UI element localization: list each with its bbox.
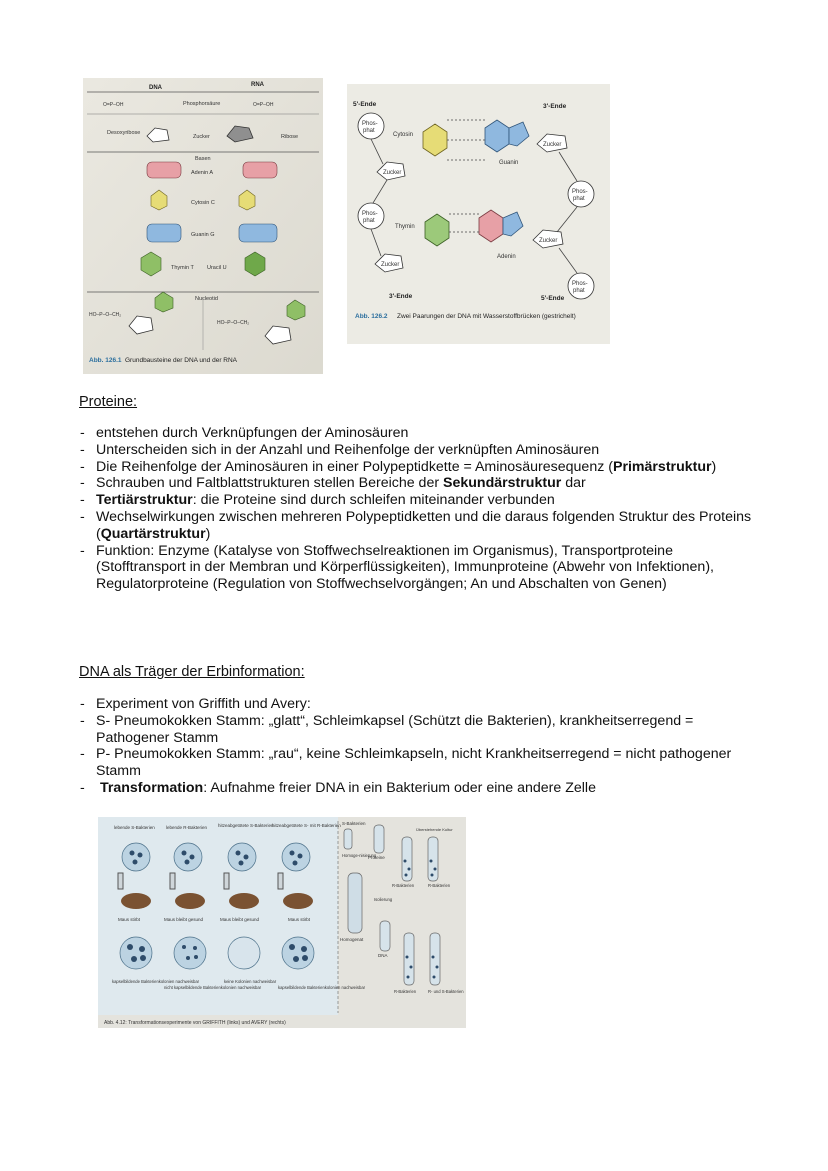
figure-dna-rna-building-blocks [83, 78, 323, 374]
adenin-label: Adenin [497, 254, 516, 260]
tertiary-structure-term: Tertiärstruktur [96, 492, 193, 509]
result3-label: keine Kolonien nachweisbar [224, 979, 277, 984]
guanine-rna-shape [239, 224, 277, 242]
avery-protein-label: Proteine [368, 855, 385, 860]
proteins-item-4-end: dar [561, 475, 586, 492]
avery-isolation-label: Isolierung [374, 897, 393, 902]
cytosin-label: Cytosin [393, 132, 414, 138]
nucleotide-dna-phosphate: HO–P–O–CH₂ [89, 312, 122, 318]
zucker-top-left: Zucker [383, 170, 402, 176]
avery-s-bacteria-label: S-Bakterien [342, 821, 366, 826]
figure2-caption-text: Zwei Paarungen der DNA mit Wasserstoffbrücken (gestrichelt) [397, 313, 576, 320]
mouse-2 [175, 893, 205, 909]
proteins-item-3-end: ) [711, 458, 717, 475]
avery-homogenization-label: Homoge-nisierung [342, 853, 377, 858]
phosphate-mid-right-label2: phat [573, 196, 585, 202]
proteins-item-2 [79, 442, 759, 459]
thymin-label: Thymin [395, 224, 415, 230]
figure-griffith-avery [98, 817, 466, 1028]
avery-tube-homogenate [348, 873, 362, 933]
proteins-item-3-text: Die Reihenfolge der Aminosäuren in einer Polypeptidkette = Aminosäuresequenz ( [96, 458, 613, 475]
result2-label: nicht kapselbildende Bakterienkolonien nachweisbar [164, 985, 262, 990]
three-end-bottom: 3'-Ende [389, 293, 413, 300]
griffith-dish-2 [174, 843, 202, 871]
dna-item-3 [79, 746, 759, 780]
griffith-dish-4 [282, 843, 310, 871]
dna-item-3-text: P- Pneumokokken Stamm: „rau“, keine Schleimkapseln, nicht Krankheitserregend = nicht pathogener Stamm [96, 746, 732, 780]
col-dna-label: DNA [149, 85, 162, 91]
dna-list [79, 696, 759, 797]
thymine-label: Thymin T [171, 265, 194, 271]
proteins-item-2-text: Unterscheiden sich in der Anzahl und Reihenfolge der verknüpften Aminosäuren [96, 441, 600, 458]
five-end-bottom: 5'-Ende [541, 295, 565, 302]
avery-rs-bacteria-label: R- und S-Bakterien [428, 989, 464, 994]
proteins-item-1-text: entstehen durch Verknüpfungen der Aminosäuren [96, 425, 409, 441]
sugar-right-label: Ribose [281, 134, 299, 140]
griffith-col3-label: hitzeabgetötete S-Bakterien [218, 823, 274, 828]
griffith-col4-label: hitzeabgetötete S- mit R-Bakterien [272, 823, 341, 828]
result4-label: kapselbildende Bakterienkolonien nachweisbar [278, 985, 366, 990]
avery-tube-s [344, 829, 352, 849]
mouse-3 [229, 893, 259, 909]
avery-r-bacteria-label-2: R-Bakterien [428, 883, 451, 888]
dna-item-1-text: Experiment von Griffith und Avery: [96, 696, 311, 712]
secondary-structure-term: Sekundärstruktur [443, 475, 562, 492]
phosphate-bottom-right-label1: Phos- [572, 281, 588, 287]
dna-item-4 [79, 780, 759, 797]
guanin-label: Guanin [499, 160, 519, 166]
proteins-item-7 [79, 543, 759, 593]
adenine-rna-shape [243, 162, 277, 178]
proteins-item-6 [79, 509, 759, 543]
adenine-label: Adenin A [191, 170, 214, 176]
result-dish-3 [228, 937, 260, 969]
zucker-top-right: Zucker [543, 142, 562, 148]
phosphate-mid-right-label1: Phos- [572, 189, 588, 195]
proteins-item-4-text: Schrauben und Faltblattstrukturen stellen Bereiche der [96, 475, 444, 492]
phosphate-formula-dna: O=P–OH [103, 102, 124, 108]
quaternary-structure-term: Quartärstruktur [100, 525, 206, 542]
figure1-caption-text: Grundbausteine der DNA und der RNA [125, 357, 238, 364]
mouse-1 [121, 893, 151, 909]
syringe-1 [118, 873, 123, 889]
result-dish-1 [120, 937, 152, 969]
syringe-4 [278, 873, 283, 889]
mouse1-label: Maus stirbt [118, 917, 141, 922]
dna-item-1 [79, 696, 759, 713]
guanine-label: Guanin G [191, 232, 215, 238]
mouse4-label: Maus stirbt [288, 917, 311, 922]
three-end-top: 3'-Ende [543, 103, 567, 110]
row-bases-label: Basen [195, 156, 211, 162]
proteins-item-3 [79, 459, 759, 476]
phosphate-mid-left-label2: phat [363, 218, 375, 224]
primary-structure-term: Primärstruktur [612, 458, 712, 475]
syringe-3 [224, 873, 229, 889]
figure-dna-rna-svg [83, 78, 323, 374]
row-phosphate-label: Phosphorsäure [183, 101, 221, 107]
row-sugar-label: Zucker [193, 134, 210, 140]
phosphate-top-left-label1: Phos- [362, 121, 378, 127]
phosphate-formula-rna: O=P–OH [253, 102, 274, 108]
syringe-2 [170, 873, 175, 889]
phosphate-mid-left-label1: Phos- [362, 211, 378, 217]
guanine-dna-shape [147, 224, 181, 242]
figure2-caption-no: Abb. 126.2 [355, 313, 388, 320]
avery-r-bacteria-label-1: R-Bakterien [392, 883, 415, 888]
dna-item-2 [79, 713, 759, 747]
dna-heading: DNA als Träger der Erbinformation: [79, 664, 305, 680]
proteins-item-1 [79, 425, 759, 442]
figure-dna-base-pairings [347, 84, 610, 344]
result-dish-4 [282, 937, 314, 969]
griffith-dish-1 [122, 843, 150, 871]
dna-item-4-text: : Aufnahme freier DNA in ein Bakterium oder eine andere Zelle [203, 779, 596, 796]
avery-tube-protein [374, 825, 384, 853]
avery-tube-dna [380, 921, 390, 951]
zucker-bottom-left: Zucker [381, 262, 400, 268]
mouse2-label: Maus bleibt gesund [164, 917, 204, 922]
avery-homogenate-label: Homogenat [340, 937, 364, 942]
griffith-dish-3 [228, 843, 256, 871]
proteins-item-5 [79, 492, 759, 509]
nucleotide-rna-phosphate: HO–P–O–CH₂ [217, 320, 250, 326]
nucleotide-label: Nucleotid [195, 296, 218, 302]
griffith-col1-label: lebende S-Bakterien [114, 825, 155, 830]
figure-dna-pairing-svg [347, 84, 610, 344]
proteins-list [79, 425, 759, 593]
phosphate-top-left-label2: phat [363, 128, 375, 134]
result1-label: kapselbildende Bakterienkolonien nachweisbar [112, 979, 200, 984]
proteins-item-4 [79, 475, 759, 492]
mouse3-label: Maus bleibt gesund [220, 917, 260, 922]
cytosine-label: Cytosin C [191, 200, 215, 206]
proteins-heading: Proteine: [79, 394, 138, 410]
avery-overlay-label: Überstehende Kultur [416, 827, 453, 832]
phosphate-bottom-right-label2: phat [573, 288, 585, 294]
mouse-4 [283, 893, 313, 909]
proteins-item-6-text: Wechselwirkungen zwischen mehreren Polypeptidketten und die daraus folgenden Struktur des Proteins ( [96, 508, 752, 542]
figure-griffith-avery-svg [98, 817, 466, 1028]
figure3-caption: Abb. 4.12: Transformationsexperimente von GRIFFITH (links) und AVERY (rechts) [104, 1020, 286, 1026]
transformation-term: Transformation [99, 779, 204, 796]
adenine-dna-shape [147, 162, 181, 178]
proteins-item-5-text: : die Proteine sind durch schleifen miteinander verbunden [192, 492, 555, 509]
uracil-label: Uracil U [207, 265, 227, 271]
col-rna-label: RNA [251, 82, 264, 88]
proteins-item-7-text: Funktion: Enzyme (Katalyse von Stoffwechselreaktionen im Organismus), Transportproteine (Stofftransport in der Membran und Körperflüssigkeiten), Immunproteine (Abwehr von Infektionen), Regulatorproteine (Regulation von Stoffwechselvorgängen; An und Abschalten von Genen) [96, 542, 714, 593]
zucker-bottom-right: Zucker [539, 238, 558, 244]
avery-dna-label: DNA [378, 953, 388, 958]
griffith-col2-label: lebende R-Bakterien [166, 825, 208, 830]
proteins-item-6-end: ) [205, 525, 211, 542]
result-dish-2 [174, 937, 206, 969]
dna-item-2-text: S- Pneumokokken Stamm: „glatt“, Schleimkapsel (Schützt die Bakterien), krankheitserregend = Pathogener Stamm [96, 712, 694, 746]
five-end-top: 5'-Ende [353, 101, 377, 108]
sugar-left-label: Desoxyribose [107, 130, 141, 136]
avery-r-bacteria-label-3: R-Bakterien [394, 989, 417, 994]
figure1-caption-no: Abb. 126.1 [89, 357, 122, 364]
